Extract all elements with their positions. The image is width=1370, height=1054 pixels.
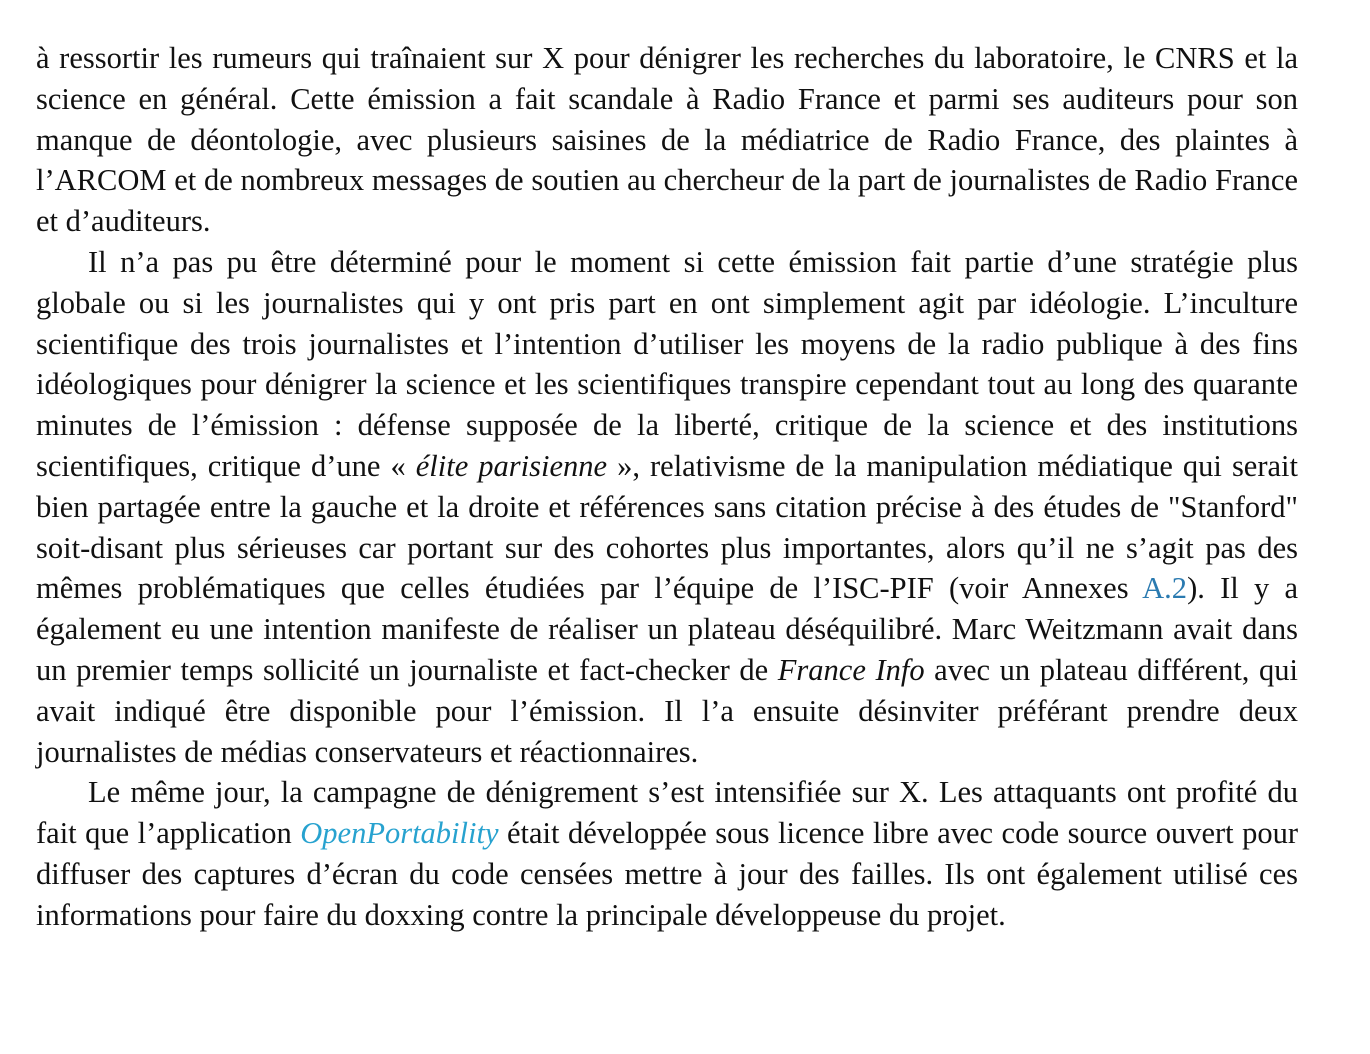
emphasis-france-info: France Info	[777, 652, 925, 687]
annex-reference-link[interactable]: A.2	[1142, 571, 1188, 606]
paragraph-3-text-b: était développée sous licence libre avec code source ouvert pour diffuser des captures d’écran du code censées mettre à jour des failles. Ils ont également utilisé ces informations pour faire du doxxing contre la principale développeuse du projet.	[36, 816, 1298, 932]
paragraph-1-text: à ressortir les rumeurs qui traînaient sur X pour dénigrer les recherches du laboratoire, le CNRS et la science en général. Cette émission a fait scandale à Radio France et parmi ses auditeurs pour son manque de déontologie, avec plusieurs saisines de la médiatrice de Radio France, des plaintes à l’ARCOM et de nombreux messages de soutien au chercheur de la part de journalistes de Radio France et d’auditeurs.	[36, 41, 1298, 239]
paragraph-2-text-a: Il n’a pas pu être déterminé pour le moment si cette émission fait partie d’une stratégie plus globale ou si les journalistes qui y ont pris part en ont simplement agit par idéologie. L’inculture scientifique des trois journalistes et l’intention d’utiliser les moyens de la radio publique à des fins idéologiques pour dénigrer la science et les scientifiques transpire cependant tout au long des quarante minutes de l’émission : défense supposée de la liberté, critique de la science et des institutions scientifiques, critique d’une «	[36, 244, 1298, 483]
document-page	[36, 38, 1298, 936]
paragraph-2-text-c: ). Il y a également eu une intention manifeste de réaliser un plateau déséquilibré. Marc Weitzmann avait dans un premier temps sollicité un journaliste et fact-checker de	[36, 571, 1298, 687]
paragraph-2-text-d: avec un plateau différent, qui avait indiqué être disponible pour l’émission. Il l’a ensuite désinviter préférant prendre deux journalistes de médias conservateurs et réactionnaires.	[36, 652, 1298, 769]
paragraph-2	[36, 242, 1298, 772]
paragraph-1	[36, 38, 1298, 242]
emphasis-elite-parisienne: élite parisienne	[415, 448, 608, 483]
openportability-link[interactable]: OpenPortability	[300, 816, 499, 851]
paragraph-3-text-a: Le même jour, la campagne de dénigrement s’est intensifiée sur X. Les attaquants ont profité du fait que l’application	[36, 775, 1298, 851]
paragraph-3	[36, 772, 1298, 935]
paragraph-2-text-b: », relativisme de la manipulation médiatique qui serait bien partagée entre la gauche et la droite et références sans citation précise à des études de "Stanford" soit-disant plus sérieuses car portant sur des cohortes plus importantes, alors qu’il ne s’agit pas des mêmes problématiques que celles étudiées par l’équipe de l’ISC-PIF (voir Annexes	[36, 448, 1298, 606]
